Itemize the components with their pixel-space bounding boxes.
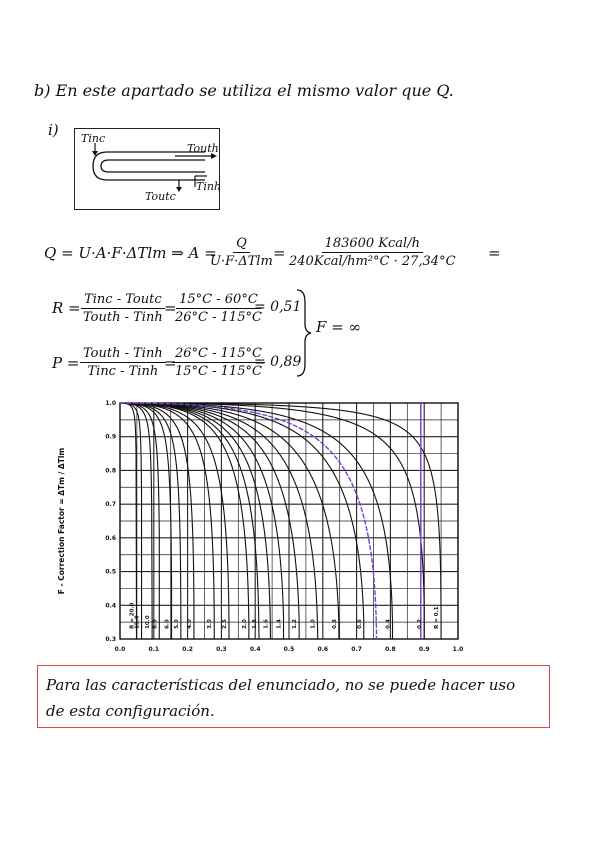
eq-p-frac1-num: Touth - Tinh	[80, 346, 166, 363]
x-tick-label: 0.9	[418, 646, 430, 653]
f-result: F = ∞	[316, 318, 362, 336]
r-curve-label: 4.0	[186, 619, 193, 629]
exchanger-sketch	[75, 129, 221, 211]
r-curve-label: R = 20.0	[129, 602, 136, 629]
r-curve-label: 15.0	[134, 615, 141, 629]
touth-label: Touth	[187, 142, 219, 155]
conclusion-box	[37, 665, 550, 728]
eq-q-frac2-num: 183600 Kcal/h	[322, 236, 423, 253]
heading-text: b) En este apartado se utiliza el mismo valor que Q.	[34, 81, 454, 100]
x-tick-label: 0.4	[249, 646, 261, 653]
eq-q-frac1-num: Q	[233, 236, 250, 253]
eq-q-frac2-den: 240Kcal/hm²°C · 27,34°C	[289, 254, 456, 269]
eq-p-eq: =	[164, 354, 177, 372]
x-tick-label: 0.2	[182, 646, 193, 653]
r-curve-label: 1.0	[310, 619, 317, 629]
toutc-label: Toutc	[145, 190, 176, 203]
x-tick-label: 0.3	[216, 646, 227, 653]
r-curve-label: 1.4	[276, 619, 283, 629]
r-curve-label: 1.8	[252, 619, 258, 629]
eq-r-frac1	[80, 292, 166, 325]
conclusion-line-1: Para las características del enunciado, no se puede hacer uso	[46, 676, 516, 694]
eq-p-frac2-den: 15°C - 115°C	[175, 364, 262, 379]
eq-q-frac2	[286, 236, 459, 269]
r-curve-label: 1.6	[263, 619, 270, 629]
eq-r-frac2-den: 26°C - 115°C	[175, 310, 262, 325]
x-tick-label: 0.1	[148, 646, 160, 653]
r-curve-label: 1.2	[292, 619, 299, 629]
eq-p-frac2-num: 26°C - 115°C	[172, 346, 265, 363]
r-curve-label: 2.5	[222, 619, 228, 629]
y-tick-label: 1.0	[105, 400, 116, 407]
r-curve-label: 3.0	[207, 619, 214, 629]
r-curve-label: 2.0	[241, 619, 248, 629]
eq-r-frac1-num: Tinc - Toutc	[81, 292, 165, 309]
x-tick-label: 1.0	[452, 646, 464, 653]
r-curve-label: 0.6	[356, 619, 363, 629]
tinh-label: Tinh	[196, 180, 221, 193]
x-tick-label: 0.5	[283, 646, 295, 653]
eq-q-frac1-den: U·F·ΔTlm	[210, 254, 273, 269]
eq-r-frac2	[172, 292, 265, 325]
conclusion-line-2: de esta configuración.	[46, 702, 215, 720]
eq-p-frac1-den: Tinc - Tinh	[87, 364, 159, 379]
r-curve-label: 0.2	[417, 619, 424, 629]
y-tick-label: 0.5	[105, 568, 116, 576]
r-curve-label: 8.0	[152, 619, 159, 629]
r-curve-label: 0.8	[331, 619, 338, 629]
eq-r-lhs: R =	[52, 299, 81, 317]
tinc-label: Tinc	[81, 132, 106, 145]
eq-r-frac1-den: Touth - Tinh	[83, 310, 163, 325]
eq-q-tail: =	[488, 244, 501, 262]
correction-factor-chart	[57, 396, 470, 658]
r-curve-label: 6.0	[164, 619, 171, 629]
item-label: i)	[48, 121, 59, 139]
y-tick-label: 0.4	[105, 602, 116, 610]
chart-labels	[57, 400, 463, 653]
eq-p-frac1	[80, 346, 166, 379]
eq-r-frac2-num: 15°C - 60°C	[176, 292, 261, 309]
r-curve-label: 10.0	[145, 615, 152, 629]
y-tick-label: 0.9	[105, 433, 116, 441]
y-axis-label: F - Correction Factor = ΔTm / ΔTlm	[57, 447, 66, 595]
r-curve-label: R = 0.1	[434, 606, 441, 629]
exchanger-diagram	[74, 128, 220, 210]
y-tick-label: 0.6	[105, 534, 116, 542]
eq-q-eq: =	[273, 244, 286, 262]
eq-p-result: = 0,89	[254, 354, 302, 370]
curly-brace	[293, 288, 313, 378]
x-tick-label: 0.7	[351, 646, 362, 653]
y-tick-label: 0.3	[105, 636, 116, 643]
eq-q-frac1	[207, 236, 276, 269]
x-tick-label: 0.8	[385, 646, 396, 653]
eq-p-lhs: P =	[52, 354, 80, 372]
x-tick-label: 0.0	[114, 646, 126, 653]
y-tick-label: 0.8	[105, 467, 116, 475]
y-tick-label: 0.7	[105, 501, 116, 509]
r-curve-label: 5.0	[173, 619, 180, 629]
eq-p-frac2	[172, 346, 265, 379]
eq-r-result: = 0,51	[254, 299, 302, 315]
eq-q-lhs: Q = U·A·F·ΔTlm ⇒ A =	[44, 244, 217, 262]
toutc-arrowhead	[176, 187, 182, 192]
x-tick-label: 0.6	[317, 646, 329, 653]
r-curve-label: 0.4	[385, 619, 392, 629]
eq-r-eq: =	[164, 299, 177, 317]
